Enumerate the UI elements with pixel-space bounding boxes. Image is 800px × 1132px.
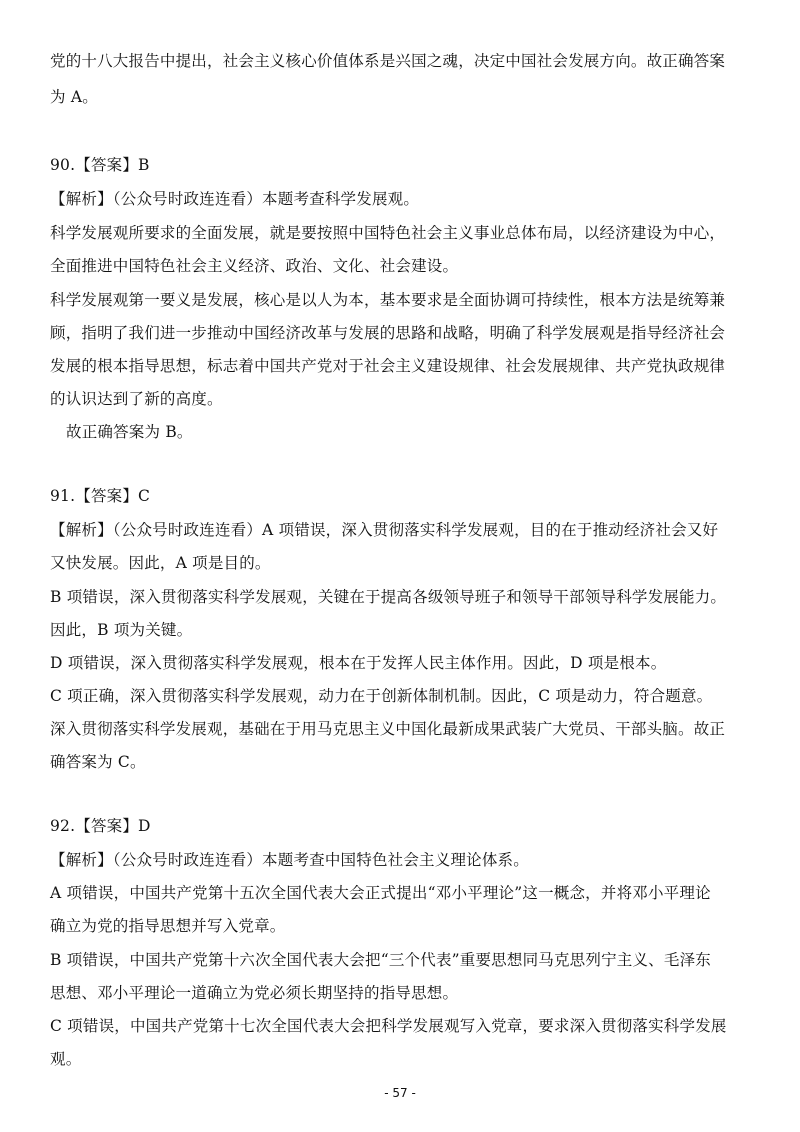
text-line: 党的十八大报告中提出，社会主义核心价值体系是兴国之魂，决定中国社会发展方向。故正确答案 bbox=[50, 52, 726, 70]
text-line: 确立为党的指导思想并写入党章。 bbox=[50, 917, 286, 935]
text-line: C 项错误，中国共产党第十七次全国代表大会把科学发展观写入党章，要求深入贯彻落实科学发展 bbox=[50, 1017, 727, 1035]
text-line: 科学发展观所要求的全面发展，就是要按照中国特色社会主义事业总体布局，以经济建设为中心， bbox=[50, 224, 726, 242]
page-number: - 57 - bbox=[384, 1086, 416, 1100]
text-line: 科学发展观第一要义是发展，核心是以人为本，基本要求是全面协调可持续性，根本方法是统筹兼 bbox=[50, 291, 726, 309]
answer-heading-92: 92.【答案】D bbox=[50, 817, 151, 835]
text-line: C 项正确，深入贯彻落实科学发展观，动力在于创新体制机制。因此，C 项是动力，符合题意。 bbox=[50, 687, 713, 705]
text-line: 顾，指明了我们进一步推动中国经济改革与发展的思路和战略，明确了科学发展观是指导经济社会 bbox=[50, 324, 726, 342]
text-line: 发展的根本指导思想，标志着中国共产党对于社会主义建设规律、社会发展规律、共产党执政规律 bbox=[50, 357, 726, 375]
answer-heading-91: 91.【答案】C bbox=[50, 487, 151, 505]
text-line: 【解析】（公众号时政连连看）本题考查中国特色社会主义理论体系。 bbox=[50, 851, 529, 869]
text-line: 【解析】（公众号时政连连看）A 项错误，深入贯彻落实科学发展观，目的在于推动经济社会又好 bbox=[50, 521, 719, 539]
text-line: 故正确答案为 B。 bbox=[66, 423, 193, 441]
answer-heading-90: 90.【答案】B bbox=[50, 156, 150, 174]
text-line: A 项错误，中国共产党第十五次全国代表大会正式提出“邓小平理论”这一概念，并将邓小平理论 bbox=[50, 884, 711, 902]
text-line: B 项错误，深入贯彻落实科学发展观，关键在于提高各级领导班子和领导干部领导科学发展能力。 bbox=[50, 588, 727, 606]
text-line: 确答案为 C。 bbox=[50, 753, 146, 771]
text-line: D 项错误，深入贯彻落实科学发展观，根本在于发挥人民主体作用。因此，D 项是根本。 bbox=[50, 654, 667, 672]
text-line: 思想、邓小平理论一道确立为党必须长期坚持的指导思想。 bbox=[50, 984, 459, 1002]
text-line: 深入贯彻落实科学发展观，基础在于用马克思主义中国化最新成果武装广大党员、干部头脑。故正 bbox=[50, 720, 726, 738]
text-line: 观。 bbox=[50, 1050, 82, 1068]
text-line: 又快发展。因此，A 项是目的。 bbox=[50, 554, 271, 572]
text-line: 全面推进中国特色社会主义经济、政治、文化、社会建设。 bbox=[50, 257, 459, 275]
text-line: 因此，B 项为关键。 bbox=[50, 621, 193, 639]
text-line: 的认识达到了新的高度。 bbox=[50, 390, 223, 408]
text-line: B 项错误，中国共产党第十六次全国代表大会把“三个代表”重要思想同马克思列宁主义、毛泽东 bbox=[50, 951, 711, 969]
text-line: 【解析】（公众号时政连连看）本题考查科学发展观。 bbox=[50, 190, 420, 208]
text-line: 为 A。 bbox=[50, 88, 98, 106]
